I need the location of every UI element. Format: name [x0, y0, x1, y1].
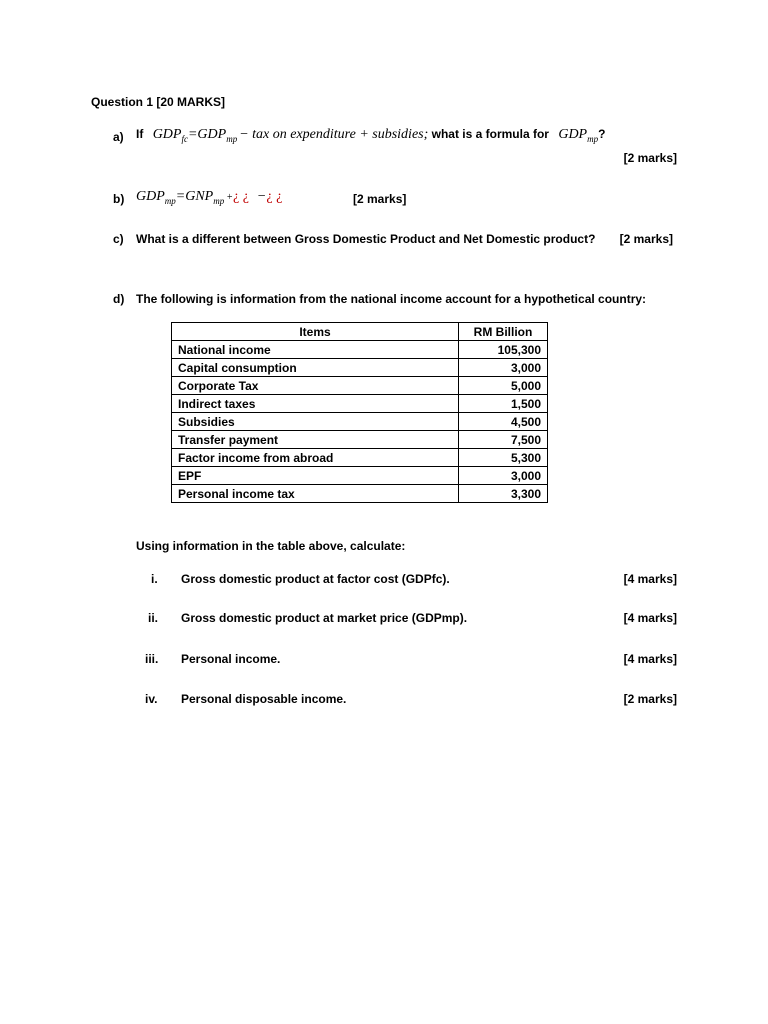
- table-cell-item: National income: [172, 341, 459, 359]
- table-row: [172, 359, 548, 377]
- table-cell-item: Subsidies: [172, 413, 459, 431]
- part-d-text: The following is information from the national income account for a hypothetical country:: [136, 292, 647, 306]
- table-cell-value: 1,500: [459, 395, 548, 413]
- table-header-value: RM Billion: [459, 323, 548, 341]
- table-cell-value: 3,000: [459, 359, 548, 377]
- part-b-formula: $GDP_{mp}=GNP_{mp}$ +¿ ¿ −¿ ¿: [136, 189, 283, 206]
- part-a-target: $GDP_{mp}$: [558, 127, 599, 144]
- table-cell-item: Indirect taxes: [172, 395, 459, 413]
- table-row: [172, 467, 548, 485]
- part-a-label: a): [113, 130, 124, 144]
- part-a-marks: [2 marks]: [623, 151, 677, 165]
- table-cell-item: Transfer payment: [172, 431, 459, 449]
- part-a-question-text: what is a formula for: [431, 127, 549, 141]
- part-d-label: d): [113, 292, 125, 306]
- table-row: [172, 413, 548, 431]
- question-title: Question 1 [20 MARKS]: [91, 95, 226, 109]
- table-cell-item: Factor income from abroad: [172, 449, 459, 467]
- subpart-iv-marks: [2 marks]: [623, 692, 677, 706]
- table-cell-value: 7,500: [459, 431, 548, 449]
- part-c-label: c): [113, 232, 124, 246]
- part-b-marks: [2 marks]: [353, 192, 407, 206]
- table-cell-value: 3,300: [459, 485, 548, 503]
- part-a-qmark: ?: [598, 127, 606, 141]
- part-b-blank-1: ¿ ¿: [232, 189, 249, 204]
- subpart-iv-text: Personal disposable income.: [181, 692, 347, 706]
- subpart-ii-number: ii.: [148, 611, 159, 625]
- part-a-line: [136, 127, 605, 144]
- table-row: [172, 395, 548, 413]
- part-d-instruction: Using information in the table above, calculate:: [136, 539, 406, 553]
- table-cell-value: 4,500: [459, 413, 548, 431]
- part-b-blank-2: ¿ ¿: [266, 189, 283, 204]
- subpart-i-marks: [4 marks]: [623, 572, 677, 586]
- national-income-table: [171, 322, 548, 503]
- part-c-marks: [2 marks]: [619, 232, 673, 246]
- table-cell-item: Personal income tax: [172, 485, 459, 503]
- subpart-iv-number: iv.: [145, 692, 158, 706]
- table-row: [172, 431, 548, 449]
- subpart-i-number: i.: [151, 572, 158, 586]
- subpart-iii-marks: [4 marks]: [623, 652, 677, 666]
- table-cell-value: 3,000: [459, 467, 548, 485]
- table-cell-item: Capital consumption: [172, 359, 459, 377]
- part-c-text: What is a different between Gross Domestic Product and Net Domestic product?: [136, 232, 596, 246]
- table-cell-value: 105,300: [459, 341, 548, 359]
- subpart-iii-text: Personal income.: [181, 652, 281, 666]
- part-a-formula: $GDP_{fc}=GDP_{mp}$ − tax on expenditure + subsidies;: [152, 127, 429, 144]
- table-row: [172, 341, 548, 359]
- subpart-ii-marks: [4 marks]: [623, 611, 677, 625]
- table-row: [172, 377, 548, 395]
- table-cell-value: 5,300: [459, 449, 548, 467]
- part-b-label: b): [113, 192, 125, 206]
- table-header-row: [172, 323, 548, 341]
- table-row: [172, 485, 548, 503]
- table-row: [172, 449, 548, 467]
- table-cell-item: EPF: [172, 467, 459, 485]
- subpart-ii-text: Gross domestic product at market price (GDPmp).: [181, 611, 468, 625]
- table-header-items: Items: [172, 323, 459, 341]
- table-cell-item: Corporate Tax: [172, 377, 459, 395]
- part-a-if: If: [136, 127, 144, 141]
- subpart-i-text: Gross domestic product at factor cost (GDPfc).: [181, 572, 450, 586]
- table-cell-value: 5,000: [459, 377, 548, 395]
- subpart-iii-number: iii.: [145, 652, 159, 666]
